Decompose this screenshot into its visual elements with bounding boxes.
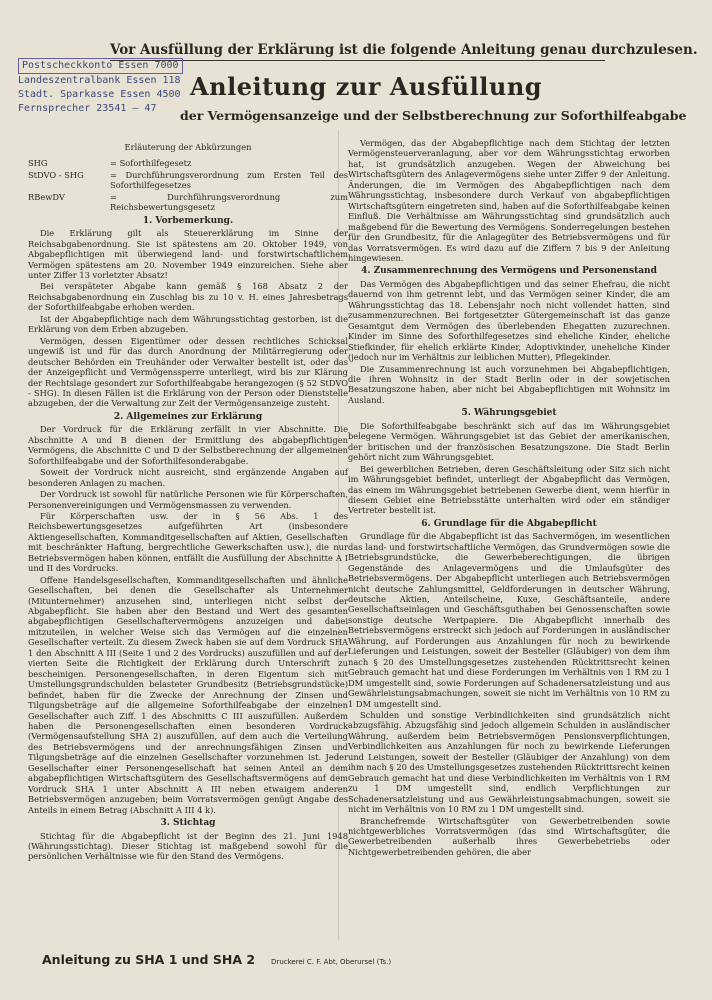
abbreviation-value: = Soforthilfegesetz <box>110 158 192 169</box>
paragraph: Schulden und sonstige Verbindlichkeiten sind grundsätzlich nicht abzugsfähig. Abzugsfähig sind jedoch allgemein Schulden in ausländischer Währung, außerdem beim Betriebsvermögen Pensionsverpflichtungen, Verbindlichkeiten aus Anzahlungen für noch zu bewirkende Lieferungen und Leistungen, soweit der Besteller (Gläubiger der Anzahlung) von dem ihm nach § 20 des Umstellungsgesetzes zustehenden Rücktrittsrecht keinen Gebrauch gemacht hat und diese Verbindlichkeiten im Verhältnis von 1 RM zu 1 DM umgestellt sind, endlich Verpflichtungen zur Schadenersatzleistung und aus Gewährleistungsabmachungen, soweit sie nicht im Verhältnis von 10 RM zu 1 DM umgestellt sind. <box>348 710 670 815</box>
section-heading: 6. Grundlage für die Abgabepflicht <box>421 518 597 529</box>
paragraph: Die Zusammenrechnung ist auch vorzunehmen bei Abgabepflichtigen, die ihren Wohnsitz in der Stadt Berlin oder in der sowjetischen Besatzungszone haben, aber nicht bei Abgabepflichtigen mit Wohnsitz im Ausland. <box>348 363 670 405</box>
paragraph: Soweit der Vordruck nicht ausreicht, sind ergänzende Angaben auf besonderen Anlagen zu machen. <box>28 467 348 488</box>
section-heading: 5. Währungsgebiet <box>461 408 557 419</box>
abbreviation-value: = Durchführungsverordnung zum Ersten Teil des Soforthilfegesetzes <box>110 169 348 191</box>
abbreviation-row <box>28 192 348 213</box>
paragraph: Bei gewerblichen Betrieben, deren Geschäftsleitung oder Sitz sich nicht im Währungsgebiet befindet, unterliegt der Abgabepflicht das Vermögen, das einem im Währungsgebiet betriebenen Gewerbe dient, wenn hierfür in diesem Gebiet eine Betriebsstätte unterhalten wird oder ein ständiger Vertreter bestellt ist. <box>348 463 670 516</box>
abbreviation-row <box>28 170 348 191</box>
stamp-line: Landeszentralbank Essen 118 <box>18 75 181 86</box>
stamp-line: Fernsprecher 23541 – 47 <box>18 103 157 114</box>
stamp-line: Postscheckkonto Essen 7000 <box>18 58 183 74</box>
paragraph: Branchefremde Wirtschaftsgüter von Gewerbetreibenden sowie nichtgewerbliches Vorratsvermögen (das sind Wirtschaftsgüter, die Gewerbetreibenden außerhalb ihres Gewerbebetriebs oder Nichtgewerbetreibenden gehören, die aber <box>348 815 670 857</box>
paragraph: Der Vordruck ist sowohl für natürliche Personen wie für Körperschaften, Personenvereinigungen und Vermögensmassen zu verwenden. <box>28 489 348 510</box>
instruction-banner: Vor Ausfüllung der Erklärung ist die folgende Anleitung genau durchzulesen. <box>110 42 605 61</box>
footer-title: Anleitung zu SHA 1 und SHA 2 <box>42 952 256 967</box>
abbreviation-key: SHG <box>28 158 48 169</box>
stamp-line: Stadt. Sparkasse Essen 4500 <box>18 89 181 100</box>
section-heading: 2. Allgemeines zur Erklärung <box>113 411 263 422</box>
paragraph: Das Vermögen des Abgabepflichtigen und das seiner Ehefrau, die nicht dauernd von ihm getrennt lebt, und das Vermögen seiner Kinder, die am Währungsstichtag das 18. Lebensjahr noch nicht vollendet hatten, sind zusammenzurechnen. Bei fortgesetzter Gütergemeinschaft ist das ganze Gesamtgut dem Vermögen des überlebenden Ehegatten zuzurechnen. Kinder im Sinne des Soforthilfegesetzes sind eheliche Kinder, eheliche Stiefkinder, für ehelich erklärte Kinder, Adoptivkinder, uneheliche Kinder (jedoch nur im Verhältnis zur leiblichen Mutter), Pflegekinder. <box>348 278 670 363</box>
abbreviation-key: RBewDV <box>28 191 65 202</box>
document-title: Anleitung zur Ausfüllung <box>190 72 543 101</box>
abbreviation-row <box>28 158 348 168</box>
paragraph: Grundlage für die Abgabepflicht ist das Sachvermögen, im wesentlichen das land- und forstwirtschaftliche Vermögen, das Grundvermögen sowie die Betriebsgrundstücke, die Gewerbeberechtigungen, die übrigen Gegenstände des Anlagevermögens und die Umlaufsgüter des Betriebsvermögens. Der Abgabepflicht unterliegen auch Betriebsvermögen nicht deutsche Zahlungsmittel, Geldforderungen in deutscher Währung, deutsche Aktien, Anteilscheine, Kuxe, Geschäftsanteile, andere Gesellschaftseinlagen und Geschäftsguthaben bei Genossenschaften sowie sonstige deutsche Wertpapiere. Die Abgabepflicht innerhalb des Betriebsvermögens erstreckt sich jedoch auf Forderungen in ausländischer Währung, auf Forderungen aus Anzahlungen für noch zu bewirkende Lieferungen und Leistungen, soweit der Besteller (Gläubiger) von dem ihm nach § 20 des Umstellungsgesetzes zustehenden Rücktrittsrecht keinen Gebrauch gemacht hat und diese Forderungen im Verhältnis von 1 RM zu 1 DM umgestellt sind, sowie Forderungen auf Schadenersatzleistung und aus Gewährleistungsabmachungen, soweit sie nicht im Verhältnis von 10 RM zu 1 DM umgestellt sind. <box>348 531 670 709</box>
section-heading: 4. Zusammenrechnung des Vermögens und Personenstand <box>361 266 657 277</box>
paragraph: Die Erklärung gilt als Steuererklärung im Sinne der Reichsabgabenordnung. Sie ist spätestens am 20. Oktober 1949, von Abgabepflichtigen mit überwiegend land- und forstwirtschaftlichem Vermögen spätestens am 20. November 1949 einzureichen. Siehe aber unter Ziffer 13 vorletzter Absatz! <box>28 228 348 280</box>
printer-imprint: Druckerei C. F. Abt, Oberursel (Ts.) <box>271 958 392 966</box>
abbreviation-key: StDVO - SHG <box>28 169 84 180</box>
paragraph: Offene Handelsgesellschaften, Kommanditgesellschaften und ähnliche Gesellschaften, bei denen die Gesellschafter als Unternehmer (Mitunternehmer) anzusehen sind, unterliegen nicht selbst der Abgabepflicht. Sie haben aber den Bestand und Wert des gesamten abgabepflichtigen Gesellschaftervermögens anzuzeigen und dabei mitzuteilen, in welcher Weise sich das Vermögen auf die einzelnen Gesellschafter verteilt. Zu diesem Zweck haben sie auf dem Vordruck SHA 1 den Abschnitt A III (Seite 1 und 2 des Vordrucks) auszufüllen und auf der vierten Seite die Richtigkeit der Erklärung durch Unterschrift zu bescheinigen. Personengesellschaften, in deren Eigentum sich mit Umstellungsgrundschulden belasteter Grundbesitz (Betriebsgrundstücke) befindet, haben für die Zwecke der Anrechnung der Zinsen und Tilgungsbeträge auf die allgemeine Soforthilfeabgabe der einzelnen Gesellschafter auch Ziff. 1 des Abschnitts C III auszufüllen. Außerdem haben die Personengesellschaften einen besonderen Vordruck (Vermögensaufstellung SHA 2) auszufüllen, auf dem auch die Verteilung des Betriebsvermögens und der anrechnungsfähigen Zinsen und Tilgungsbeträge auf die einzelnen Gesellschafter vorzunehmen ist. Jeder Gesellschafter einer Personengesellschaft hat seinen Anteil an dem abgabepflichtigen Wirtschaftsgütern des Gesellschaftsvermögens auf dem Vordruck SHA 1 unter Abschnitt A III neben etwaigem anderen Betriebsvermögen anzugeben; beim Vorratsvermögen genügt Angabe des Anteils in einem Betrag (Abschnitt A III 4 k). <box>28 574 348 815</box>
paragraph: Stichtag für die Abgabepflicht ist der Beginn des 21. Juni 1948 (Währungsstichtag). Dieser Stichtag ist maßgebend sowohl für die persönlichen Verhältnisse wie für den Stand des Vermögens. <box>28 830 348 862</box>
section-heading: 1. Vorbemerkung. <box>142 215 234 226</box>
page-footer <box>42 952 392 967</box>
abbreviations-heading: Erläuterung der Abkürzungen <box>124 142 252 152</box>
paragraph: Vermögen, dessen Eigentümer oder dessen rechtliches Schicksal ungewiß ist und für das durch Anordnung der Militärregierung oder deutscher Behörden ein Treuhänder oder Verwalter bestellt ist, oder das der Anzeigepflicht und Vermögenssperre unterliegt, wird bis zur Klärung der Rechtslage gesondert zur Soforthilfeabgabe herangezogen (§ 52 StDVO - SHG). In diesen Fällen ist die Erklärung von der Person oder Dienststelle abzugeben, der die Verwaltung zur Zeit der Vermögensanzeige zusteht. <box>28 335 348 409</box>
right-column <box>348 138 670 858</box>
paragraph: Die Soforthilfeabgabe beschränkt sich auf das im Währungsgebiet belegene Vermögen. Währungsgebiet ist das Gebiet der amerikanischen, der britischen und der französischen Besatzungszone. Die Stadt Berlin gehört nicht zum Währungsgebiet. <box>348 420 670 463</box>
paragraph: Für Körperschaften usw. der in § 56 Abs. 1 des Reichsbewertungsgesetzes aufgeführten Art (insbesondere Aktiengesellschaften, Kommanditgesellschaften auf Aktien, Gesellschaften mit beschränkter Haftung, bergrechtliche Gewerkschaften usw.), die nur Betriebsvermögen haben können, entfällt die Ausfüllung der Abschnitte A I und II des Vordrucks. <box>28 510 348 574</box>
paragraph: Bei verspäteter Abgabe kann gemäß § 168 Absatz 2 der Reichsabgabenordnung ein Zuschlag bis zu 10 v. H. eines Jahresbetrags der Soforthilfeabgabe erhoben werden. <box>28 281 348 313</box>
abbreviation-value: = Durchführungsverordnung zum Reichsbewertungsgesetz <box>110 191 348 213</box>
left-column <box>28 138 348 863</box>
paragraph: Ist der Abgabepflichtige nach dem Währungsstichtag gestorben, ist die Erklärung von dem Erben abzugeben. <box>28 313 348 335</box>
document-subtitle: der Vermögensanzeige und der Selbstberechnung zur Soforthilfeabgabe <box>180 108 687 123</box>
paragraph: Vermögen, das der Abgabepflichtige nach dem Stichtag der letzten Vermögensteuerveranlagung, aber vor dem Währungsstichtag erworben hat, ist grundsätzlich anzugeben. Wegen der Abweichung bei Wirtschaftsgütern des Anlagevermögens siehe unter Ziffer 9 der Anleitung. Änderungen, die im Vermögen des Abgabepflichtigen nach dem Währungsstichtag, insbesondere durch Verkauf von abgabepflichtigen Wirtschaftsgütern eingetreten sind, haben auf die Soforthilfeabgabe keinen Einfluß. Die Verhältnisse am Währungsstichtag sind grundsätzlich auch maßgebend für die Bewertung des Vermögens. Sonderregelungen bestehen für den Grundbesitz, für die Anlagegüter des Betriebsvermögens und für das Vorratsvermögen. Es wird dazu auf die Ziffern 7 bis 9 der Anleitung hingewiesen. <box>348 138 670 263</box>
section-heading: 3. Stichtag <box>160 818 216 829</box>
paragraph: Der Vordruck für die Erklärung zerfällt in vier Abschnitte. Die Abschnitte A und B dienen der Ermittlung des abgabepflichtigen Vermögens, die Abschnitte C und D der Selbstberechnung der allgemeinen Soforthilfeabgabe und der Soforthilfesonderabgabe. <box>28 424 348 466</box>
bank-stamp <box>18 58 203 116</box>
